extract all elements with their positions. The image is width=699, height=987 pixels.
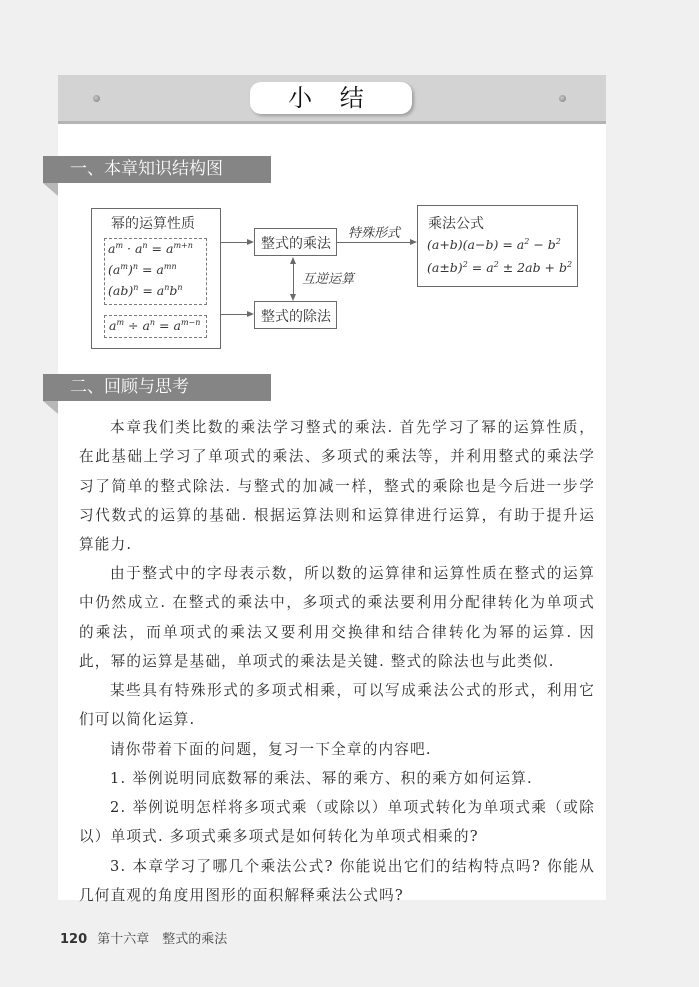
rule-quotient-of-powers: $a^m \div a^n = a^{m-n}$	[109, 318, 201, 334]
paragraph-intro: 本章我们类比数的乘法学习整式的乘法. 首先学习了幂的运算性质，在此基础上学习了单项式的乘法、多项式的乘法等，并利用整式的乘法学习了简单的整式除法. 与整式的加减一样，整式的乘除也是今后进一步学习代数式的运算的基础. 根据运算法则和运算律进行运算，有助于提升运算能力.	[79, 419, 595, 554]
question-2: 2. 举例说明怎样将多项式乘（或除以）单项式转化为单项式乘（或除以）单项式. 多项式乘多项式是如何转化为单项式相乘的?	[79, 799, 595, 846]
inverse-operation-label: 互逆运算	[302, 272, 355, 287]
arrow-right-icon	[247, 311, 254, 317]
perfect-square-formula: $(a\pm b)^2 = a^2 \pm 2ab + b^2$	[427, 260, 573, 276]
page-title: 小 结	[250, 82, 412, 114]
special-form-label: 特殊形式	[348, 226, 401, 241]
power-properties-title: 幂的运算性质	[111, 216, 195, 232]
bidirectional-line	[293, 262, 294, 296]
arrow-line	[221, 242, 249, 243]
rule-power-of-power: $(a^m)^n = a^{mn}$	[108, 262, 177, 278]
paragraph-special-forms: 某些具有特殊形式的多项式相乘，可以写成乘法公式的形式，利用它们可以简化运算.	[79, 682, 595, 729]
chapter-title: 第十六章 整式的乘法	[97, 932, 228, 947]
section-heading-review: 二、回顾与思考	[43, 374, 271, 401]
multiplication-label: 整式的乘法	[261, 236, 331, 252]
section-heading-structure: 一、本章知识结构图	[43, 156, 271, 183]
left-dot-icon	[93, 95, 100, 102]
rule-product-of-powers: $a^m \cdot a^n = a^{m+n}$	[108, 241, 193, 257]
arrow-down-icon	[290, 294, 296, 301]
title-bar	[58, 75, 606, 124]
arrow-line	[337, 242, 412, 243]
arrow-up-icon	[290, 257, 296, 264]
question-1: 1. 举例说明同底数幂的乘法、幂的乘方、积的乘方如何运算.	[110, 770, 533, 787]
page-number: 120	[60, 932, 88, 947]
arrow-right-icon	[247, 239, 254, 245]
paragraph-prompt: 请你带着下面的问题，复习一下全章的内容吧.	[110, 741, 432, 758]
right-dot-icon	[559, 95, 566, 102]
division-label: 整式的除法	[261, 309, 331, 325]
arrow-right-icon	[410, 239, 417, 245]
question-3: 3. 本章学习了哪几个乘法公式? 你能说出它们的结构特点吗? 你能从几何直观的角度用图形的面积解释乘法公式吗?	[79, 858, 595, 905]
paragraph-reasoning: 由于整式中的字母表示数，所以数的运算律和运算性质在整式的运算中仍然成立. 在整式的乘法中，多项式的乘法要利用分配律转化为单项式的乘法，而单项式的乘法又要利用交换律和结合律转化为幂的运算. 因此，幂的运算是基础，单项式的乘法是关键. 整式的除法也与此类似.	[79, 565, 595, 670]
formulas-title: 乘法公式	[428, 216, 484, 232]
rule-power-of-product: $(ab)^n = a^nb^n$	[108, 283, 183, 299]
arrow-line	[221, 314, 249, 315]
page-footer	[60, 928, 227, 947]
difference-of-squares-formula: $(a+b)(a-b) = a^2 - b^2$	[427, 237, 561, 253]
